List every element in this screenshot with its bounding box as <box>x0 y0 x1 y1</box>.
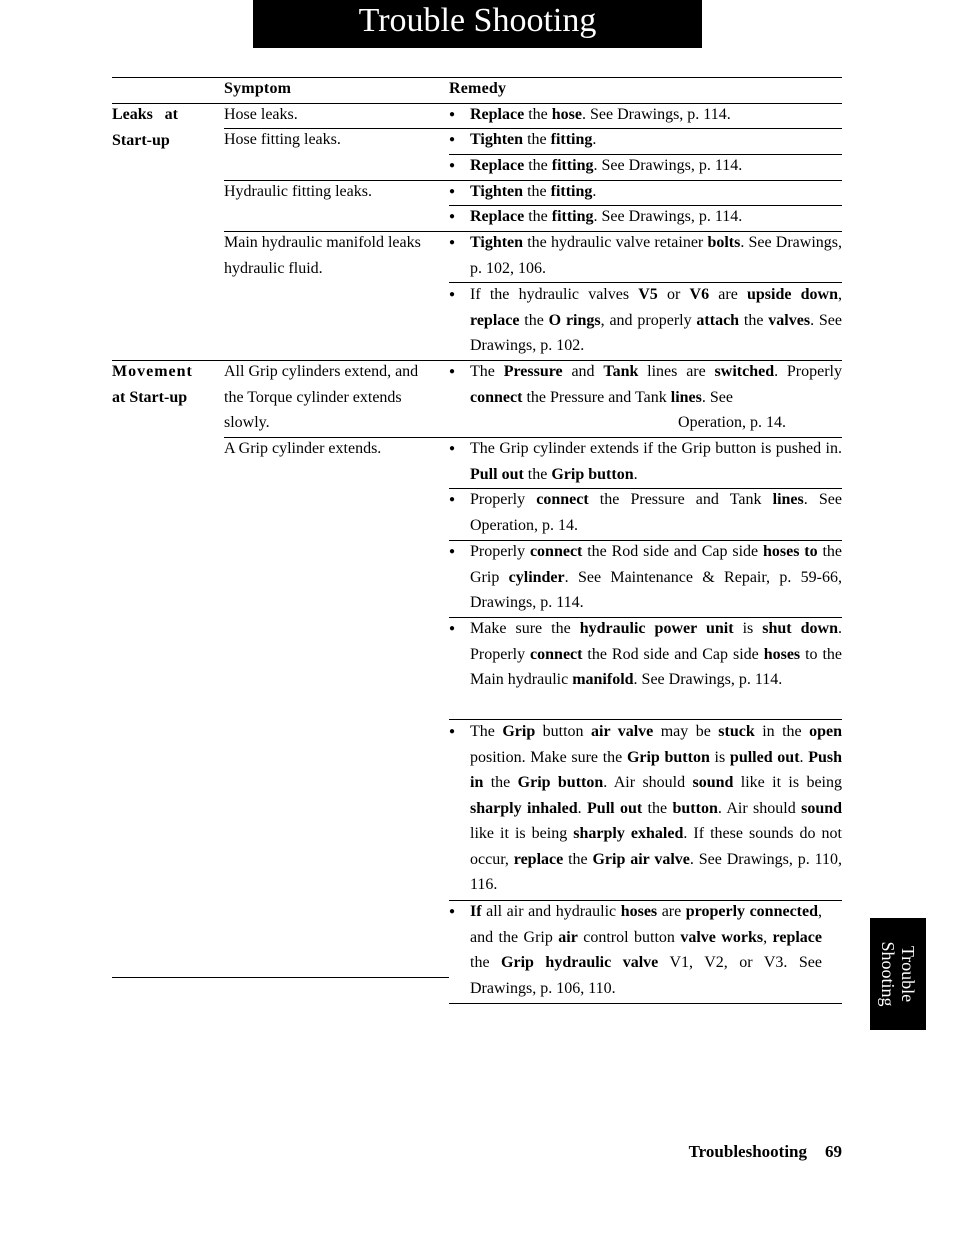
remedy-item <box>449 487 842 538</box>
bullet-icon: ● <box>449 289 456 300</box>
remedy-text <box>470 359 842 436</box>
remedy-item <box>449 899 842 1001</box>
bullet-icon: ● <box>449 906 456 917</box>
remedy-text: If the hydraulic valves V5 or V6 are upside down, replace the O rings, and properly attach the valves. See Drawings, p. 102. <box>470 286 842 354</box>
category-line: at Start-up <box>112 388 188 406</box>
remedy-rule <box>449 1003 842 1004</box>
category-line: Leaks at <box>112 106 178 123</box>
remedy-item <box>449 153 842 179</box>
remedy-operation-ref: Operation, p. 14. <box>678 414 786 431</box>
bullet-icon: ● <box>449 443 456 454</box>
remedy-text: Replace the fitting. See Drawings, p. 114. <box>470 208 743 225</box>
page-title: Trouble Shooting <box>253 0 702 48</box>
bullet-icon: ● <box>449 211 456 222</box>
category-leaks-at-startup <box>112 102 212 153</box>
bullet-icon: ● <box>449 494 456 505</box>
footer-section-name: Troubleshooting <box>688 1142 807 1161</box>
remedy-item <box>449 539 842 616</box>
tab-label-line: Trouble <box>898 945 918 1003</box>
remedy-text-main: The Pressure and Tank lines are switched. Properly connect the Pressure and Tank lines. See <box>470 363 843 406</box>
remedy-item <box>449 359 842 436</box>
remedy-text: Tighten the hydraulic valve retainer bolts. See Drawings, p. 102, 106. <box>470 234 843 277</box>
symptom-cell: A Grip cylinder extends. <box>224 440 382 457</box>
remedy-item <box>449 179 842 205</box>
symptom-cell: Hydraulic fitting leaks. <box>224 183 372 200</box>
symptom-cell: All Grip cylinders extend, and the Torque cylinder extends slowly. <box>224 363 419 431</box>
bullet-icon: ● <box>449 109 456 120</box>
remedy-text: Replace the hose. See Drawings, p. 114. <box>470 106 731 123</box>
bullet-icon: ● <box>449 623 456 634</box>
remedy-text: Tighten the fitting. <box>470 183 597 200</box>
tab-label-line: Shooting <box>878 941 898 1007</box>
remedy-text: Properly connect the Pressure and Tank lines. See Operation, p. 14. <box>470 491 842 534</box>
symptom-cell: Main hydraulic manifold leaks hydraulic fluid. <box>224 234 421 277</box>
page-footer <box>689 1142 842 1162</box>
symptom-cell: Hose fitting leaks. <box>224 131 341 148</box>
table-bottom-rule <box>112 977 449 978</box>
remedy-column-header: Remedy <box>449 80 507 97</box>
remedy-text: Replace the fitting. See Drawings, p. 114. <box>470 157 743 174</box>
bullet-icon: ● <box>449 726 456 737</box>
bullet-icon: ● <box>449 160 456 171</box>
table-top-rule <box>112 77 842 78</box>
remedy-text: The Grip button air valve may be stuck in the open position. Make sure the Grip button is pulled out. Push in the Grip button. Air should sound like it is being sharply inhaled. Pull out the button. Air should sound like it is being sharply exhaled. If these sounds do not occur, replace the Grip air valve. See Drawings, p. 110, 116. <box>470 723 843 893</box>
remedy-text: Tighten the fitting. <box>470 131 597 148</box>
section-tab-trouble-shooting[interactable] <box>870 918 926 1030</box>
remedy-item <box>449 436 842 487</box>
remedy-item <box>449 127 842 153</box>
bullet-icon: ● <box>449 546 456 557</box>
remedy-item <box>449 230 842 281</box>
remedy-item <box>449 616 842 693</box>
bullet-icon: ● <box>449 237 456 248</box>
remedy-item <box>449 282 842 359</box>
remedy-text: Properly connect the Rod side and Cap side hoses to the Grip cylinder. See Maintenance & Repair, p. 59-66, Drawings, p. 114. <box>470 543 843 611</box>
bullet-icon: ● <box>449 366 456 377</box>
category-line: Movement <box>112 363 193 380</box>
category-line: Start-up <box>112 131 170 149</box>
symptom-column-header: Symptom <box>224 80 292 97</box>
bullet-icon: ● <box>449 134 456 145</box>
remedy-text: Make sure the hydraulic power unit is shut down. Properly connect the Rod side and Cap side hoses to the Main hydraulic manifold. See Drawings, p. 114. <box>470 620 843 688</box>
category-movement-at-startup <box>112 359 212 410</box>
bullet-icon: ● <box>449 186 456 197</box>
remedy-item <box>449 102 842 128</box>
symptom-cell: Hose leaks. <box>224 106 298 123</box>
remedy-text: If all air and hydraulic hoses are properly connected, and the Grip air control button valve works, replace the Grip hydraulic valve V1, V2, or V3. See Drawings, p. 106, 110. <box>470 903 823 997</box>
remedy-item <box>449 719 842 898</box>
remedy-text: The Grip cylinder extends if the Grip button is pushed in. Pull out the Grip button. <box>470 440 842 483</box>
remedy-item <box>449 204 842 230</box>
page-number: 69 <box>825 1142 842 1161</box>
